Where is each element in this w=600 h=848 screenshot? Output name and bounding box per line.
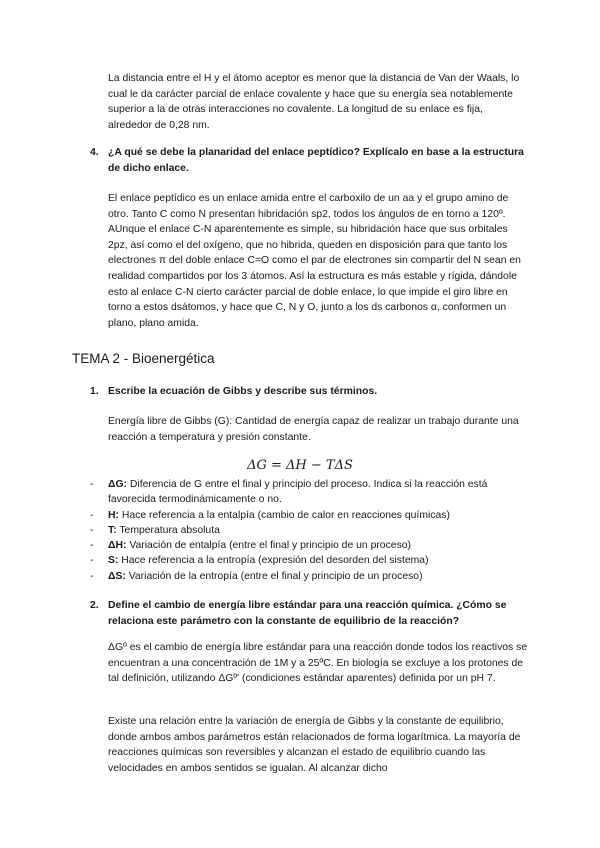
term-symbol: ΔS: [108, 570, 126, 582]
term-item: - T: Temperatura absoluta [90, 524, 220, 536]
section-title: TEMA 2 - Bioenergética [72, 351, 215, 366]
question-2-number: 2. [90, 600, 99, 611]
term-symbol: ΔG: [108, 479, 128, 490]
term-description: Hace referencia a la entropía (expresión del desorden del sistema) [118, 555, 429, 567]
term-item: - ΔH: Variación de entalpía (entre el final y principio de un proceso) [90, 540, 411, 552]
term-item: - ΔS: Variación de la entropía (entre el final y principio de un proceso) [90, 570, 423, 582]
term-description: Diferencia de G entre el final y principio del proceso. Indica si la reacción está favorecida termodinámicamente o no. [108, 479, 488, 506]
question-2-answer-part-2: Existe una relación entre la variación de energía de Gibbs y la constante de equilibrio, donde ambos ambos parámetros están relacionados de forma logarítmica. La mayoría de reacciones químicas son reversibles y alcanzan el estado de equilibrio cuando las velocidades en ambos sentidos se igualan. Al alcanzar dicho [108, 716, 521, 774]
question-1-answer: Energía libre de Gibbs (G): Cantidad de energía capaz de realizar un trabajo durante una reacción a temperatura y presión constante. [108, 416, 519, 443]
term-description: Hace referencia a la entalpía (cambio de calor en reacciones químicas) [118, 509, 450, 521]
term-symbol: H: [108, 509, 119, 521]
question-4-number: 4. [90, 147, 99, 158]
term-symbol: ΔH: [108, 540, 127, 552]
gibbs-terms-list [90, 477, 530, 584]
question-1-number: 1. [90, 386, 99, 397]
term-description: Variación de la entropía (entre el final y principio de un proceso) [125, 570, 423, 582]
term-symbol: S: [108, 555, 119, 567]
question-1-text: Escribe la ecuación de Gibbs y describe sus términos. [108, 386, 378, 397]
question-2-text: Define el cambio de energía libre estándar para una reacción química. ¿Cómo se relaciona este parámetro con la constante de equilibrio de la reacción? [108, 600, 507, 627]
intro-paragraph: La distancia entre el H y el átomo aceptor es menor que la distancia de Van der Waals, lo cual le da carácter parcial de enlace covalente y hace que su energía sea notablemente superior a la de otras interacciones no covalente. La longitud de su enlace es fija, alrededor de 0,28 nm. [108, 73, 520, 131]
term-description: Temperatura absoluta [116, 524, 220, 536]
term-symbol: T: [108, 524, 117, 536]
term-description: Variación de entalpía (entre el final y principio de un proceso) [126, 540, 411, 552]
term-item: - S: Hace referencia a la entropía (expresión del desorden del sistema) [90, 555, 429, 567]
question-4-answer: El enlace peptídico es un enlace amida entre el carboxilo de un aa y el grupo amino de otro. Tanto C como N presentan hibridación sp2, todos los ángulos de en torno a 120º. AUnque el enlace C-N aparentemente es simple, su hibridación hace que sus orbitales 2pz, así como el del oxígeno, que no hibrida, queden en disposición para que tanto los electrones π del doble enlace C=O como el par de electrones sin compartir del N sean en realidad compartidos por los 3 átomos. Así la estructura es más estable y rígida, dándole esto al enlace C-N cierto carácter parcial de doble enlace, lo que impide el giro libre en torno a estos dsátomos, y hace que C, N y O, junto a los ds carbonos α, conformen un plano, plano amida. [108, 193, 521, 329]
term-item: - H: Hace referencia a la entalpía (cambio de calor en reacciones químicas) [90, 509, 450, 521]
term-item: - ΔG: Diferencia de G entre el final y principio del proceso. Indica si la reacción está favorecida termodinámicamente o no. [90, 479, 488, 506]
gibbs-equation: ΔG = ΔH − TΔS [247, 458, 353, 473]
question-2-answer-part-1: ΔGº es el cambio de energía libre estándar para una reacción donde todos los reactivos se encuentran a una concentración de 1M y a 25ºC. En biología se excluye a los protones de tal definición, utilizando ΔGº' (condiciones estándar aparentes) definida por un pH 7. [108, 642, 528, 685]
question-4-text: ¿A qué se debe la planaridad del enlace peptídico? Explícalo en base a la estructura de dicho enlace. [108, 147, 524, 174]
